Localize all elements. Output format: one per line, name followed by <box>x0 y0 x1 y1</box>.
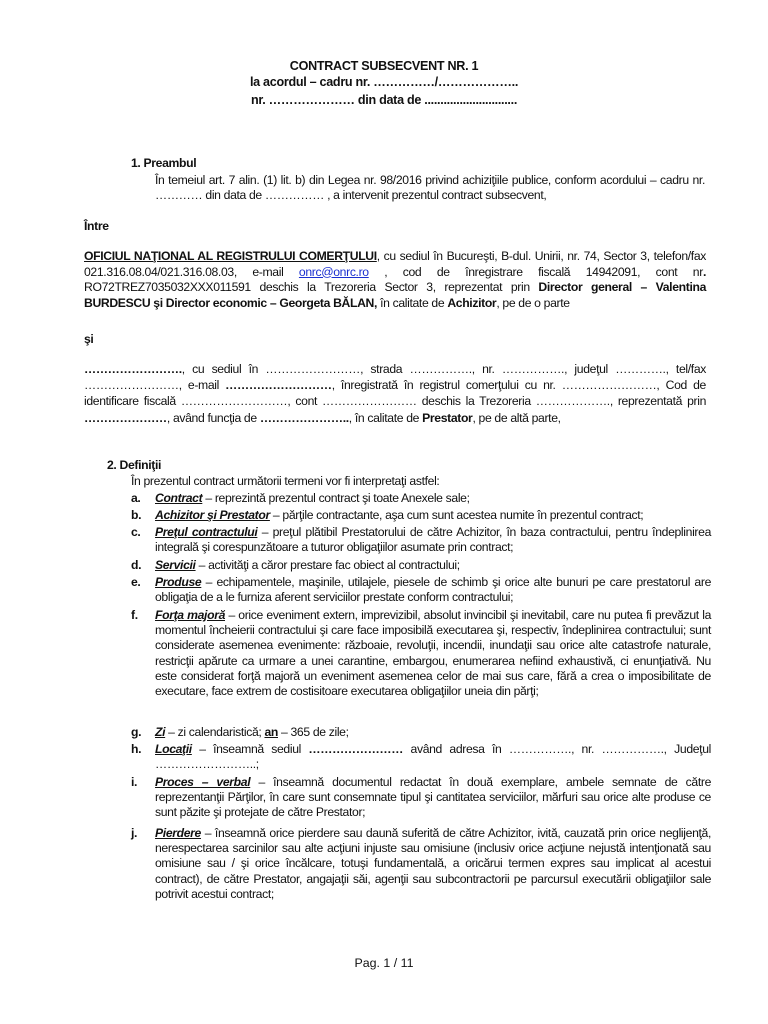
prestator-role: Prestator <box>422 410 473 425</box>
contract-title: CONTRACT SUBSECVENT NR. 1 <box>289 59 479 73</box>
achizitor-role: Achizitor <box>447 295 497 310</box>
definition-letter: h. <box>131 742 142 756</box>
contract-subtitle-number: nr. ………………… din data de ............................. <box>250 93 518 107</box>
achizitor-email-link[interactable]: onrc@onrc.ro <box>298 264 369 279</box>
achizitor-name: OFICIUL NAŢIONAL AL REGISTRULUI COMERŢULUI <box>84 249 377 263</box>
achizitor-text-5: , pe de o parte <box>496 295 570 310</box>
definition-item-e <box>131 575 711 605</box>
preambul-text <box>155 173 705 203</box>
definition-letter: j. <box>131 826 138 840</box>
definition-letter: f. <box>131 608 138 622</box>
definition-text-2: – 365 de zile; <box>278 725 349 739</box>
definition-term: Achizitor şi Prestator <box>155 508 270 522</box>
prestator-email-blank: ……………………… <box>225 378 332 393</box>
definition-item-g <box>131 725 711 740</box>
prestator-text-4: , în calitate de <box>348 410 423 425</box>
intre-label: Între <box>84 219 109 233</box>
prestator-text-5: , pe de altă parte, <box>472 410 561 425</box>
si-label: şi <box>84 332 94 346</box>
prestator-paragraph <box>84 361 706 426</box>
definition-term: Preţul contractului <box>155 525 258 539</box>
definition-item-d <box>131 558 711 573</box>
definition-term: Contract <box>155 491 203 505</box>
definition-item-c <box>131 525 711 555</box>
definition-item-b <box>131 508 711 523</box>
definition-term: Proces – verbal <box>155 775 251 789</box>
section-heading-preambul: 1. Preambul <box>131 156 197 170</box>
definition-letter: d. <box>131 558 142 572</box>
definitii-intro: În prezentul contract următorii termeni vor fi interpretaţi astfel: <box>131 474 440 488</box>
definition-letter: a. <box>131 491 141 505</box>
contract-subtitle-framework: la acordul – cadru nr. ……………/……………….. <box>249 75 519 89</box>
definition-text-2: având adresa în ……………., nr. ……………., Judeţul ……………………..; <box>155 742 711 772</box>
definition-item-j <box>131 826 711 902</box>
achizitor-text-2: , cod de înregistrare fiscală 14942091, cont nr <box>368 264 703 279</box>
definition-term: Servicii <box>155 558 196 572</box>
definition-letter: e. <box>131 575 141 589</box>
definition-text: – activităţi a căror prestare fac obiect al contractului; <box>195 558 460 572</box>
definition-term: Zi <box>155 725 166 739</box>
definition-term-2: an <box>264 725 278 739</box>
definition-item-i <box>131 775 711 821</box>
prestator-name-blank: ……………………. <box>84 362 182 376</box>
definition-item-h <box>131 742 711 772</box>
definition-term: Forţa majoră <box>155 608 226 622</box>
definition-text: – înseamnă orice pierdere sau daună suferită de către Achizitor, ivită, cauzată prin orice neglijenţă, nerespectarea sarcinilor sau alte acţiuni injuste sau omisiune (inclusiv orice acţiune nejustă intenţionată sau omisiune sau / şi orice încălcare, totuşi fundamentală, a oricărui termen expres sau implicat al acestui contract), de către Prestator, angajaţii săi, agenţii sau subcontractorii pe parcursul executării obligaţiilor sale potrivit acestui contract; <box>155 826 711 901</box>
definition-item-a <box>131 491 711 506</box>
definition-blank: …………………… <box>308 742 404 756</box>
definition-text: – înseamnă documentul redactat în două exemplare, ambele semnate de către reprezentanţii Părţilor, în care sunt consemnate tipul şi cantitatea serviciilor, mărfuri sau orice alte produse ce sunt păzite şi protejate de către Prestator; <box>155 775 711 820</box>
achizitor-text-4: în calitate de <box>377 295 448 310</box>
achizitor-representatives: Director general – Valentina BURDESCU şi Director economic – Georgeta BĂLAN, <box>84 280 707 310</box>
achizitor-text-1: , cu sediul în Bucureşti, B-dul. Unirii, nr. 74, Sector 3, telefon/fax 021.316.08.04/021.316.08.03, e-mail <box>84 249 706 279</box>
definition-letter: g. <box>131 725 142 739</box>
definition-text: – echipamentele, maşinile, utilajele, piesele de schimb şi orice alte bunuri pe care prestatorul are obligaţia de a le furniza aferent serviciilor prestate conform contractului; <box>155 575 711 605</box>
prestator-text-3: , având funcţia de <box>166 410 260 425</box>
prestator-function-blank: ………………….. <box>259 410 349 425</box>
definition-text: – părţile contractante, aşa cum sunt acestea numite în prezentul contract; <box>269 508 644 522</box>
page-number: Pag. 1 / 11 <box>354 956 414 970</box>
prestator-text-1: , cu sediul în ……………………, strada ……………., nr. ……………., judeţul …………., tel/fax ……………………, e-mail <box>84 362 706 393</box>
section-heading-definitii: 2. Definiţii <box>107 458 162 472</box>
achizitor-dot: . <box>702 264 706 279</box>
prestator-text-2: , înregistrată în registrul comerţului cu nr. ……………………, Cod de identificare fiscală ………………………, cont …………………… deschis la Trezoreria ………………., reprezentată prin <box>84 378 706 409</box>
definition-text: – zi calendaristică; <box>165 725 265 739</box>
definition-letter: b. <box>131 508 142 522</box>
definition-letter: i. <box>131 775 138 789</box>
preambul-text-content: În temeiul art. 7 alin. (1) lit. b) din Legea nr. 98/2016 privind achiziţiile publice, conform acordului – cadru nr. ………… din data de …………… , a intervenit prezentul contract subsecvent, <box>155 173 705 203</box>
definition-text: – reprezintă prezentul contract şi toate Anexele sale; <box>202 491 470 505</box>
definition-text: – preţul plătibil Prestatorului de către Achizitor, în baza contractului, pentru îndeplinirea integrală şi corespunzătoare a tuturor obligaţiilor asumate prin contract; <box>155 525 711 555</box>
definition-text: – înseamnă sediul <box>191 742 309 756</box>
definition-term: Pierdere <box>155 826 201 840</box>
definition-item-f <box>131 608 711 699</box>
definition-term: Produse <box>155 575 202 589</box>
achizitor-text-3: RO72TREZ7035032XXX011591 deschis la Trezoreria Sector 3, reprezentat prin <box>84 280 539 294</box>
definition-term: Locaţii <box>155 742 192 756</box>
definition-text: – orice eveniment extern, imprevizibil, absolut invincibil şi inevitabil, care nu putea fi prevăzut la momentul încheierii contractului şi care face imposibilă executarea şi, respectiv, îndeplinirea contractului; sunt considerate asemenea evenimente: războaie, revoluţii, incendii, inundaţii sau orice alte catastrofe naturale, restricţii apărute ca urmare a unei carantine, embargou, enumerarea nefiind exhaustivă, ci enunţiativă. Nu este considerat forţă majoră un eveniment asemenea celor de mai sus care, fără a crea o imposibilitate de executare, face extrem de costisitoare executarea obligaţiilor uneia din părţi; <box>155 608 712 699</box>
achizitor-paragraph <box>84 249 706 311</box>
definition-letter: c. <box>131 525 141 539</box>
prestator-representative-blank: ………………… <box>84 410 167 425</box>
